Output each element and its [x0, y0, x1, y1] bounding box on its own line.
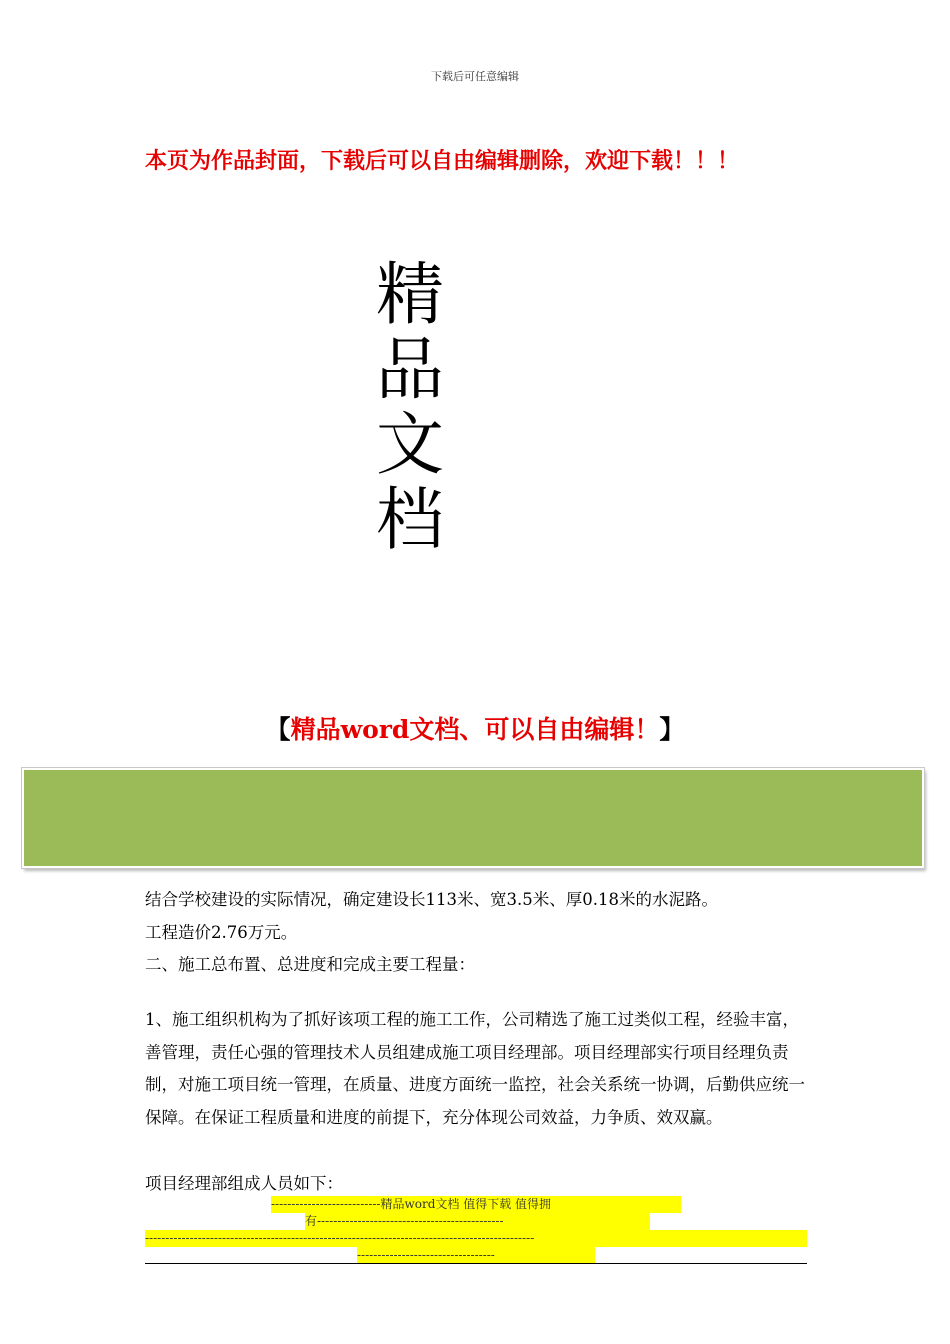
organization-paragraph [145, 1004, 815, 1134]
subtitle-text: 精品word文档、可以自由编辑！ [290, 715, 660, 744]
watermark-footer [145, 1196, 807, 1264]
footer-line: ---------------------------精品word文档 值得下载 值得拥 [271, 1196, 681, 1213]
paragraph-text: 项目经理部组成人员如下： [145, 1174, 343, 1193]
green-banner [22, 768, 924, 868]
paragraph-line: 结合学校建设的实际情况，确定建设长113米、宽3.5米、厚0.18米的水泥路。 [145, 890, 718, 909]
subtitle-left-bracket: 【 [265, 715, 291, 744]
footer-line: 有---------------------------------------------- [305, 1213, 650, 1230]
cover-title-char: 文 [375, 406, 444, 485]
cover-title-char: 档 [375, 481, 444, 560]
intro-section [145, 884, 815, 982]
cover-title-char: 品 [375, 331, 444, 410]
cover-title-char: 精 [375, 256, 444, 335]
footer-line: ---------------------------------- [357, 1247, 595, 1264]
footer-line: ------------------------------------------------------------------------------------------------ [145, 1230, 807, 1247]
bottom-divider [145, 1263, 807, 1264]
cover-title [365, 258, 455, 558]
cover-subtitle [0, 712, 950, 748]
subtitle-right-bracket: 】 [659, 715, 685, 744]
paragraph-text: 1、施工组织机构为了抓好该项工程的施工工作，公司精选了施工过类似工程，经验丰富，善管理，责任心强的管理技术人员组建成施工项目经理部。项目经理部实行项目经理负责制，对施工项目统一管理，在质量、进度方面统一监控，社会关系统一协调，后勤供应统一保障。在保证工程质量和进度的前提下，充分体现公司效益，力争质、效双赢。 [145, 1010, 805, 1127]
paragraph-line: 工程造价2.76万元。 [145, 922, 298, 942]
section-heading: 二、施工总布置、总进度和完成主要工程量： [145, 955, 475, 974]
cover-notice: 本页为作品封面，下载后可以自由编辑删除，欢迎下载！！！ [145, 148, 740, 174]
header-note: 下载后可任意编辑 [431, 70, 519, 83]
